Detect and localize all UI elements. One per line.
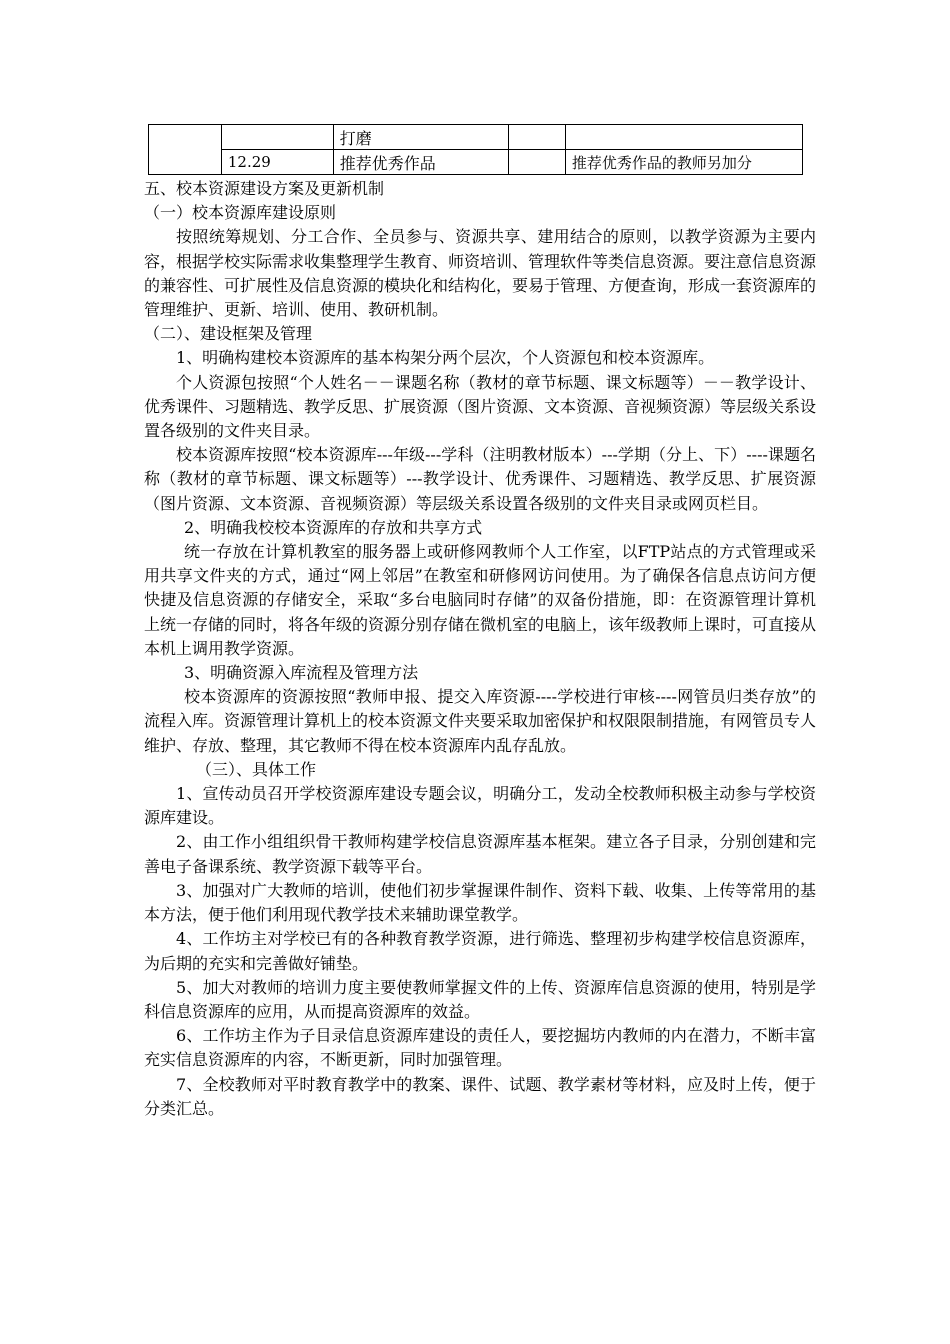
subsection-heading: （一）校本资源库建设原则 — [144, 203, 337, 223]
table-cell — [509, 150, 565, 175]
subsection-heading: （三）、具体工作 — [196, 759, 317, 779]
table-cell: 推荐优秀作品的教师另加分 — [565, 150, 802, 175]
paragraph: 按照统筹规划、分工合作、全员参与、资源共享、建用结合的原则，以教学资源为主要内容，根据学校实际需求收集整理学生教育、师资培训、管理软件等类信息资源。要注意信息资源的兼容性、可扩展性及信息资源的模块化和结构化，要易于管理、方便查询，形成一套资源库的管理维护、更新、培训、使用、教研机制。 — [144, 227, 817, 320]
paragraph: 个人资源包按照“个人姓名－－课题名称（教材的章节标题、课文标题等）－－教学设计、优秀课件、习题精选、教学反思、扩展资源（图片资源、文本资源、音视频资源）等层级关系设置各级别的文件夹目录。 — [144, 372, 817, 441]
list-item: 3、加强对广大教师的培训，使他们初步掌握课件制作、资料下载、收集、上传等常用的基本方法，便于他们利用现代教学技术来辅助课堂教学。 — [144, 880, 816, 925]
table-row — [149, 125, 803, 150]
list-item: 7、全校教师对平时教育教学中的教案、课件、试题、教学素材等材料，应及时上传，便于分类汇总。 — [144, 1074, 816, 1118]
table-cell — [149, 125, 222, 175]
list-item: 4、工作坊主对学校已有的各种教育教学资源，进行筛选、整理初步构建学校信息资源库，为后期的充实和完善做好铺垫。 — [144, 929, 816, 973]
section-heading: 五、校本资源建设方案及更新机制 — [144, 179, 385, 198]
table-cell-date: 12.29 — [221, 150, 333, 175]
paragraph: 校本资源库按照“校本资源库---年级---学科（注明教材版本）---学期（分上、下）----课题名称（教材的章节标题、课文标题等）---教学设计、优秀课件、习题精选、教学反思、扩展资源（图片资源、文本资源、音视频资源）等层级关系设置各级别的文件夹目录或网页栏目。 — [144, 445, 816, 513]
subsection-heading: （二）、建设框架及管理 — [144, 324, 313, 344]
list-item: 5、加大对教师的培训力度主要使教师掌握文件的上传、资源库信息资源的使用，特别是学科信息资源库的应用，从而提高资源库的效益。 — [144, 977, 816, 1021]
list-item: 1、宣传动员召开学校资源库建设专题会议，明确分工，发动全校教师积极主动参与学校资源库建设。 — [144, 784, 816, 828]
paragraph: 统一存放在计算机教室的服务器上或研修网教师个人工作室，以FTP站点的方式管理或采用共享文件夹的方式，通过“网上邻居”在教室和研修网访问使用。为了确保各信息点访问方便快捷及信息资源的存储安全，采取“多台电脑同时存储”的双备份措施，即：在资源管理计算机上统一存储的同时，将各年级的资源分别存储在微机室的电脑上，该年级教师上课时，可直接从本机上调用教学资源。 — [144, 542, 817, 658]
schedule-table — [148, 124, 803, 175]
item-heading: 2、明确我校校本资源库的存放和共享方式 — [184, 517, 483, 537]
list-item: 6、工作坊主作为子目录信息资源库建设的责任人，要挖掘坊内教师的内在潜力，不断丰富充实信息资源库的内容，不断更新，同时加强管理。 — [144, 1026, 816, 1070]
table-cell — [221, 125, 333, 150]
table-cell — [565, 125, 802, 150]
paragraph: 校本资源库的资源按照“教师申报、提交入库资源----学校进行审核----网管员归类存放”的流程入库。资源管理计算机上的校本资源文件夹要采取加密保护和权限限制措施，有网管员专人维护、存放、整理，其它教师不得在校本资源库内乱存乱放。 — [144, 687, 817, 755]
table-cell — [509, 125, 565, 150]
list-item: 2、由工作小组组织骨干教师构建学校信息资源库基本框架。建立各子目录，分别创建和完善电子备课系统、教学资源下载等平台。 — [144, 832, 816, 876]
body-text — [144, 177, 816, 1121]
table-cell: 推荐优秀作品 — [333, 150, 509, 175]
item-heading: 3、明确资源入库流程及管理方法 — [184, 663, 419, 683]
table-cell: 打磨 — [333, 125, 509, 150]
paragraph: 1、明确构建校本资源库的基本构架分两个层次，个人资源包和校本资源库。 — [176, 348, 715, 368]
table-row — [149, 150, 803, 175]
